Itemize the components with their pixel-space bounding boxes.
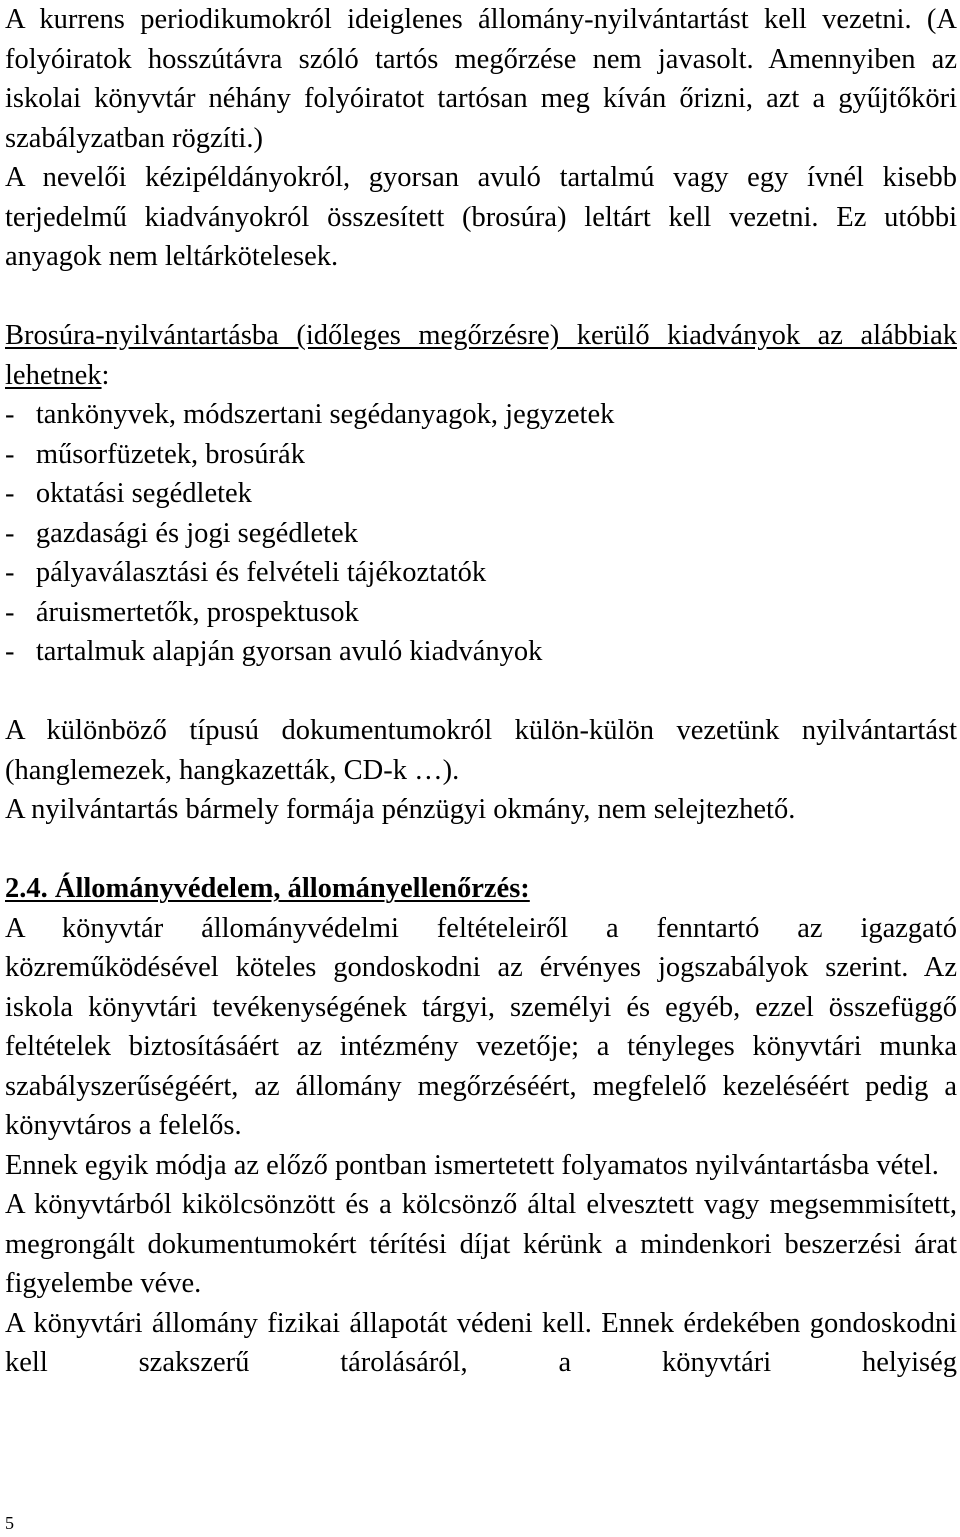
section-heading <box>5 869 957 909</box>
spacer <box>5 830 957 870</box>
paragraph-periodicals: A kurrens periodikumokról ideiglenes állomány-nyilvántartást kell vezetni. (A folyóiratok hosszútávra szóló tartós megőrzése nem javasolt. Amennyiben az iskolai könyvtár néhány folyóiratot tartósan meg kíván őrizni, azt a gyűjtőköri szabályzatban rögzíti.) <box>5 4 957 154</box>
list-item: - áruismertetők, prospektusok <box>5 596 359 628</box>
paragraph-brochure-list-intro <box>5 316 957 395</box>
spacer <box>5 672 957 712</box>
colon-text: : <box>101 359 110 391</box>
underlined-text: Brosúra-nyilvántartásba (időleges megőrzésre) kerülő kiadványok az alábbiak lehetnek <box>5 320 957 391</box>
list-item: - oktatási segédletek <box>5 478 252 509</box>
paragraph-brochure-inventory: A nevelői kézipéldányokról, gyorsan avuló tartalmú vagy egy ívnél kisebb terjedelmű kiadványokról összesített (brosúra) leltárt kell vezetni. Ez utóbbi anyagok nem leltárkötelesek. <box>5 162 957 272</box>
page-number: 5 <box>5 1513 14 1533</box>
list-item: - pályaválasztási és felvételi tájékoztatók <box>5 557 487 588</box>
list-item: - gazdasági és jogi segédletek <box>5 517 358 549</box>
paragraph-document-types: A különböző típusú dokumentumokról külön-külön vezetünk nyilvántartást (hanglemezek, hangkazetták, CD-k …). <box>5 715 957 786</box>
list-item: - tartalmuk alapján gyorsan avuló kiadványok <box>5 636 543 667</box>
brochure-list <box>5 395 957 672</box>
paragraph-continuous-registry: Ennek egyik módja az előző pontban ismertetett folyamatos nyilvántartásba vétel. <box>5 1149 939 1181</box>
paragraph-stock-protection: A könyvtár állományvédelmi feltételeiről a fenntartó az igazgató közreműködésével köteles gondoskodni az érvényes jogszabályok szerint. Az iskola könyvtári tevékenységének tárgyi, személyi és egyéb, ezzel összefüggő feltételek biztosításáért az intézmény vezetője; a tényleges könyvtári munka szabályszerűségéért, az állomány megőrzéséért, megfelelő kezeléséért pedig a könyvtáros a felelős. <box>5 912 957 1141</box>
spacer <box>5 277 957 317</box>
paragraph-financial-document: A nyilvántartás bármely formája pénzügyi okmány, nem selejtezhető. <box>5 794 796 825</box>
list-item: - tankönyvek, módszertani segédanyagok, jegyzetek <box>5 399 615 430</box>
paragraph-lost-documents: A könyvtárból kikölcsönzött és a kölcsönző által elvesztett vagy megsemmisített, megrongált dokumentumokért térítési díjat kérünk a mindenkori beszerzési árat figyelembe véve. <box>5 1189 957 1299</box>
section-heading-text: 2.4. Állományvédelem, állományellenőrzés: <box>5 873 530 904</box>
paragraph-physical-condition: A könyvtári állomány fizikai állapotát védeni kell. Ennek érdekében gondoskodni kell szakszerű tárolásáról, a könyvtári helyiség <box>5 1307 957 1378</box>
document-page <box>5 0 957 1383</box>
list-item: - műsorfüzetek, brosúrák <box>5 438 305 470</box>
